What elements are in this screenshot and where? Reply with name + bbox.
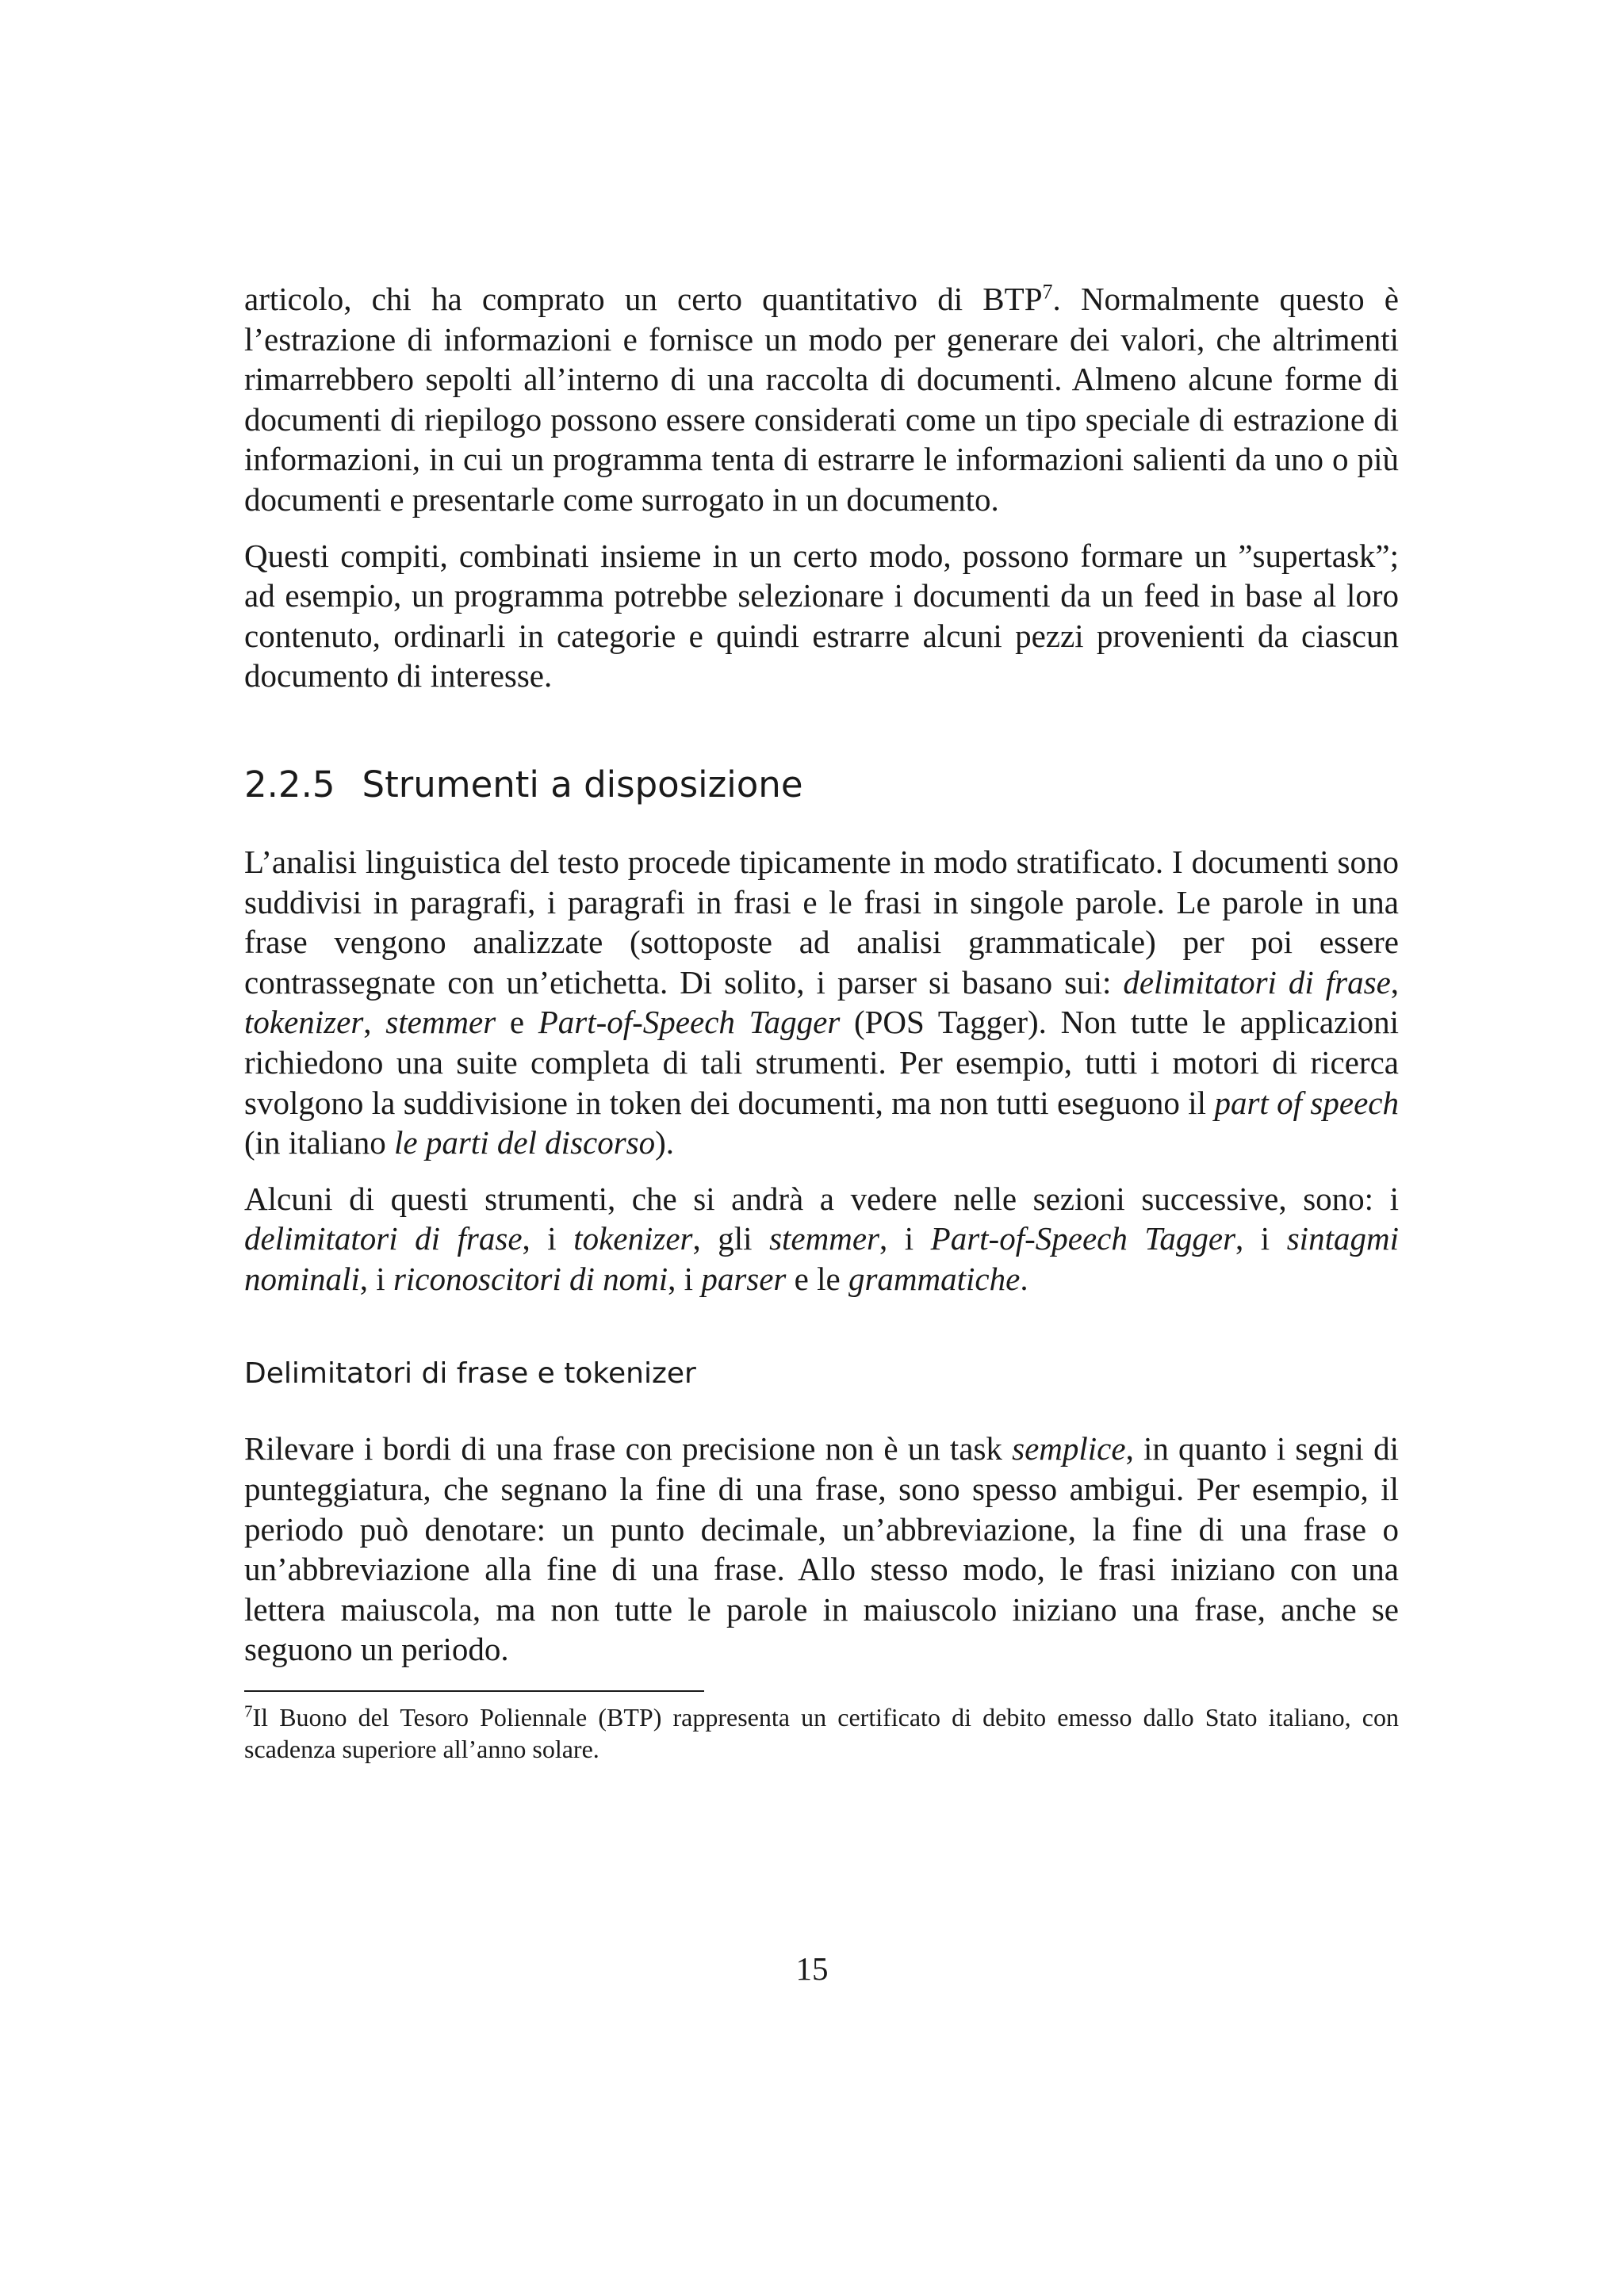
text-run: , i (522, 1220, 574, 1257)
paragraph-tools-list (244, 1179, 1399, 1299)
footnote-text: Il Buono del Tesoro Poliennale (BTP) rappresenta un certificato di debito emesso dallo Stato italiano, con scadenza superiore all’anno solare. (244, 1703, 1399, 1764)
section-number: 2.2.5 (244, 763, 335, 806)
text-run: , i (879, 1220, 931, 1257)
footnote-ref[interactable]: 7 (1042, 280, 1053, 304)
text-run: . Normalmente questo è l’estrazione di informazioni e fornisce un modo per generare dei valori, che altrimenti rimarrebbero sepolti all’interno di una raccolta di documenti. Almeno alcune forme di documenti di riepilogo possono essere considerati come un tipo speciale di estrazione di informazioni, in cui un programma tenta di estrarre le informazioni salienti da uno o più documenti e presentarle come surrogato in un documento. (244, 281, 1399, 518)
italic-term: part of speech (1214, 1084, 1399, 1121)
text-run: , in quanto i segni di punteggiatura, che segnano la fine di una frase, sono spesso ambigui. Per esempio, il periodo può denotare: un punto decimale, un’abbreviazione, la fine di una frase o un’abbreviazione alla fine di una frase. Allo stesso modo, le frasi iniziano con una lettera maiuscola, ma non tutte le parole in maiuscolo iniziano una frase, anche se seguono un periodo. (244, 1430, 1400, 1668)
italic-term: sintagmi nominali (244, 1220, 1399, 1297)
italic-term: stemmer (385, 1004, 496, 1041)
italic-term: le parti del discorso (394, 1124, 656, 1161)
text-run: Alcuni di questi strumenti, che si andrà a vedere nelle sezioni successive, sono: i (244, 1180, 1399, 1217)
section-heading (244, 763, 1399, 807)
text-run: , i (1235, 1220, 1287, 1257)
footnote-divider (244, 1690, 704, 1692)
text-run: (POS Tagger). Non tutte le applicazioni richiedono una suite completa di tali strumenti. Per esempio, tutti i motori di ricerca svolgono la suddivisione in token dei documenti, ma non tutti eseguono il (244, 1004, 1400, 1121)
paragraph-linguistic-analysis (244, 842, 1399, 1163)
italic-term: Part-of-Speech Tagger (930, 1220, 1236, 1257)
text-run: L’analisi linguistica del testo procede tipicamente in modo stratificato. I documenti sono suddivisi in paragrafi, i paragrafi in frasi e le frasi in singole parole. Le parole in una frase vengono analizzate (sottoposte ad analisi grammaticale) per poi essere contrassegnate con un’etichetta. Di solito, i parser si basano sui: (244, 843, 1399, 1001)
text-run: articolo, chi ha comprato un certo quantitativo di BTP (244, 281, 1043, 317)
subsection-heading: Delimitatori di frase e tokenizer (244, 1357, 696, 1391)
italic-term: tokenizer (573, 1220, 693, 1257)
italic-term: Part-of-Speech Tagger (538, 1004, 841, 1041)
italic-term: delimitatori di frase (244, 1220, 523, 1257)
page-number: 15 (795, 1950, 829, 1987)
text-run: , (363, 1004, 386, 1041)
text-run: ). (655, 1124, 675, 1161)
footnote (244, 1701, 1399, 1765)
text-run: Rilevare i bordi di una frase con precisione non è un task (244, 1430, 1013, 1468)
italic-term: semplice (1012, 1430, 1126, 1468)
italic-term: tokenizer (244, 1004, 364, 1041)
page-body (244, 279, 1399, 1765)
section-title: Strumenti a disposizione (362, 763, 803, 806)
italic-term: riconoscitori di nomi (393, 1260, 668, 1297)
text-run: e le (786, 1260, 848, 1297)
text-run: , i (359, 1260, 393, 1297)
text-run: (in italiano (244, 1124, 395, 1161)
italic-term: stemmer (769, 1220, 879, 1257)
text-run: e (496, 1004, 538, 1041)
paragraph-supertask: Questi compiti, combinati insieme in un certo modo, possono formare un ”supertask”; ad esempio, un programma potrebbe selezionare i documenti da un feed in base al loro contenuto, ordinarli in categorie e quindi estrarre alcuni pezzi provenienti da ciascun documento di interesse. (244, 537, 1399, 695)
text-run: , (1390, 963, 1400, 1001)
italic-term: grammatiche (848, 1260, 1021, 1297)
paragraph-btp-extraction (244, 279, 1399, 520)
italic-term: parser (701, 1260, 787, 1297)
text-run: , i (668, 1260, 702, 1297)
text-run: . (1020, 1260, 1028, 1297)
paragraph-sentence-boundaries (244, 1429, 1399, 1670)
text-run: , gli (692, 1220, 770, 1257)
footnote-marker: 7 (244, 1701, 253, 1721)
italic-term: delimitatori di frase (1123, 963, 1391, 1001)
